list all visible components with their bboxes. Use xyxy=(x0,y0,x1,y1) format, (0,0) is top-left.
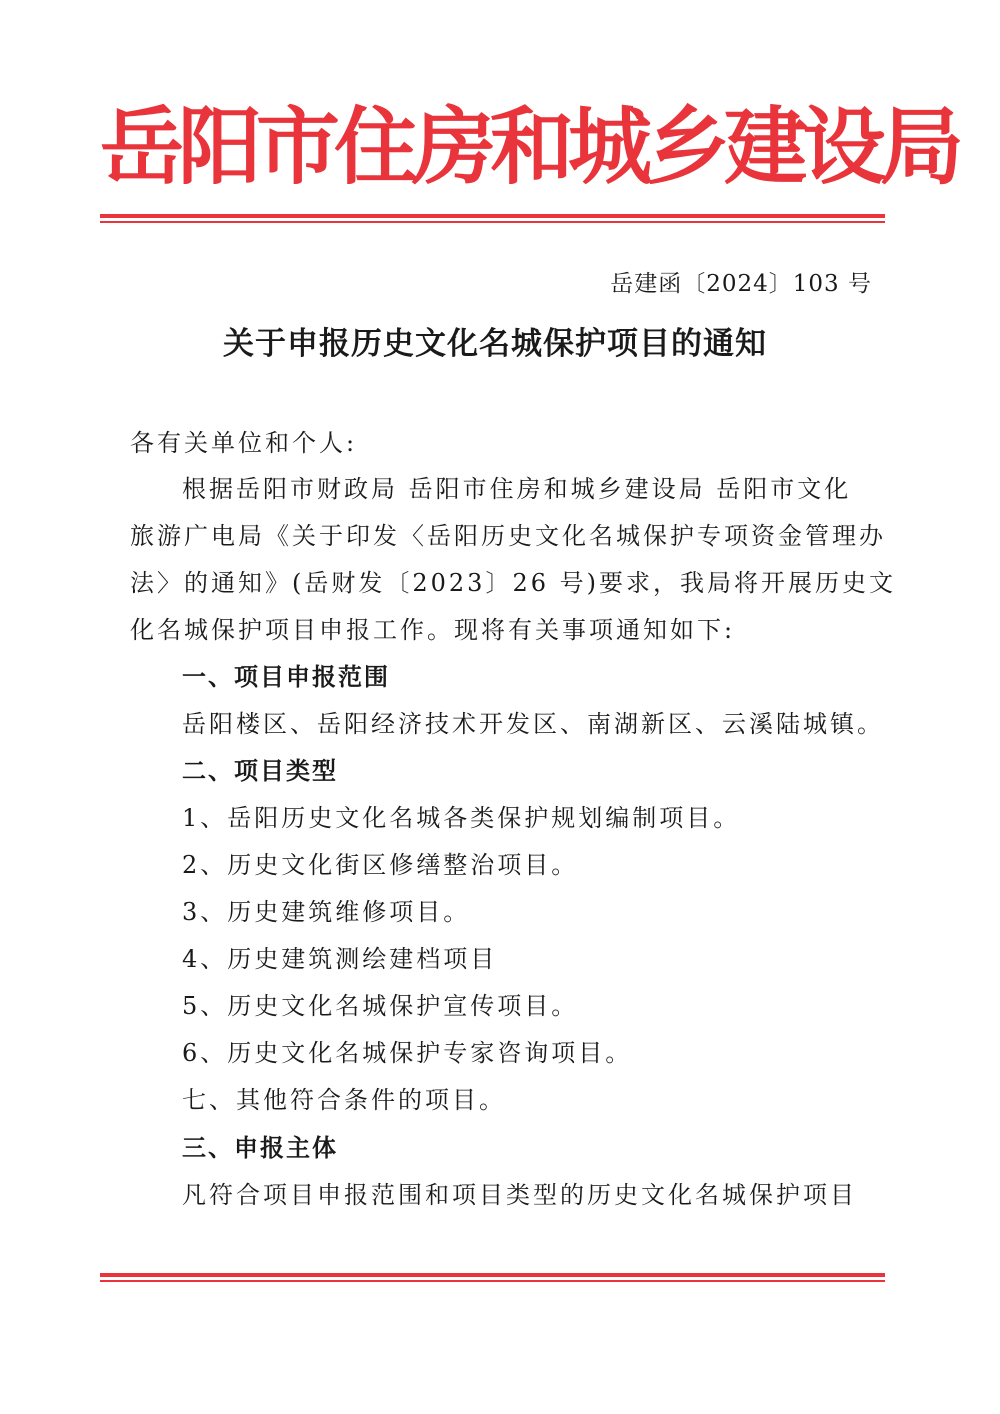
list-item: 1、岳阳历史文化名城各类保护规划编制项目。 xyxy=(182,804,741,832)
list-item: 5、历史文化名城保护宣传项目。 xyxy=(182,992,579,1020)
list-item: 6、历史文化名城保护专家咨询项目。 xyxy=(182,1039,633,1067)
salutation: 各有关单位和个人: xyxy=(130,429,358,457)
list-item: 七、其他符合条件的项目。 xyxy=(182,1086,506,1114)
document-number: 岳建函〔2024〕103 号 xyxy=(610,271,872,297)
intro-line: 旅游广电局《关于印发〈岳阳历史文化名城保护专项资金管理办 xyxy=(130,522,886,550)
section-text-scope: 岳阳楼区、岳阳经济技术开发区、南湖新区、云溪陆城镇。 xyxy=(182,710,884,738)
section-heading-types: 二、项目类型 xyxy=(182,757,338,785)
intro-line: 法〉的通知》(岳财发〔2023〕26 号)要求，我局将开展历史文 xyxy=(130,569,896,597)
letterhead-rule-thick xyxy=(100,214,885,218)
letterhead-rule-thin xyxy=(100,221,885,223)
footer-rule-thick xyxy=(100,1273,885,1277)
intro-line: 根据岳阳市财政局 岳阳市住房和城乡建设局 岳阳市文化 xyxy=(182,475,852,503)
footer-rule-thin xyxy=(100,1280,885,1282)
list-item: 4、历史建筑测绘建档项目 xyxy=(182,945,498,973)
list-item: 2、历史文化街区修缮整治项目。 xyxy=(182,851,579,879)
document-title: 关于申报历史文化名城保护项目的通知 xyxy=(223,326,767,362)
list-item: 3、历史建筑维修项目。 xyxy=(182,898,471,926)
section-heading-applicant: 三、申报主体 xyxy=(182,1134,338,1162)
section-text-applicant: 凡符合项目申报范围和项目类型的历史文化名城保护项目 xyxy=(182,1181,857,1209)
letterhead-org-name: 岳阳市住房和城乡建设局 xyxy=(100,98,959,196)
section-heading-scope: 一、项目申报范围 xyxy=(182,663,390,691)
intro-line: 化名城保护项目申报工作。现将有关事项通知如下: xyxy=(130,616,736,644)
